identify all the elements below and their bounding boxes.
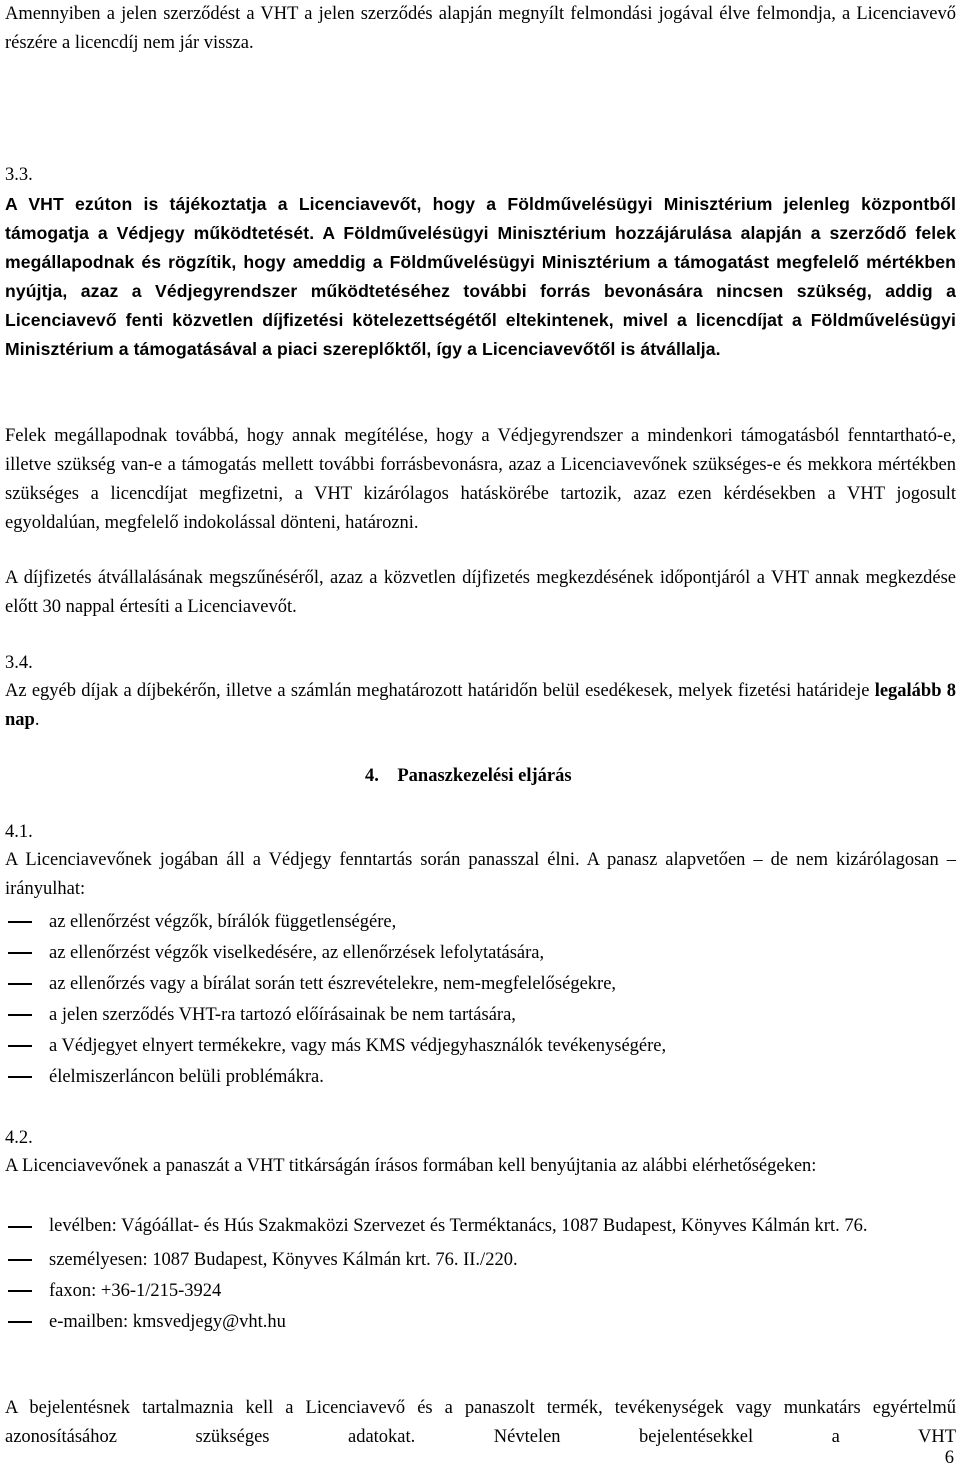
list-item-text: az ellenőrzés vagy a bírálat során tett észrevételekre, nem-megfelelőségekre,	[49, 974, 617, 994]
list-item-text: e-mailben: kmsvedjegy@vht.hu	[49, 1312, 286, 1332]
section-4-2-number: 4.2.	[5, 1128, 33, 1148]
dash-bullet-icon	[8, 983, 32, 985]
dash-bullet-icon	[8, 1321, 32, 1323]
dash-bullet-icon	[8, 1045, 32, 1047]
section-3-3-paragraph-2: Felek megállapodnak továbbá, hogy annak megítélése, hogy a Védjegyrendszer a mindenkori támogatásból fenntartható-e, illetve szükség van-e a támogatás mellett további forrásbevonásra, azaz a Licenciavevőnek szükséges-e és mekkora mértékben szükséges a licencdíjat megfizetni, a VHT kizárólagos hatáskörébe tartozik, azaz ezen kérdésekben a VHT jogosult egyoldalúan, megfelelő indokolással dönteni, határozni.	[5, 426, 956, 533]
dash-bullet-icon	[8, 1259, 32, 1261]
list-item	[5, 1062, 956, 1093]
dash-bullet-icon	[8, 1226, 32, 1228]
list-item-text: az ellenőrzést végzők, bírálók függetlenségére,	[49, 912, 397, 932]
dash-bullet-icon	[8, 1014, 32, 1016]
section-4-heading: 4. Panaszkezelési eljárás	[365, 766, 572, 786]
final-paragraph: A bejelentésnek tartalmaznia kell a Licenciavevő és a panaszolt termék, tevékenységek vagy munkatárs egyértelmű azonosításához szükséges adatokat. Névtelen bejelentésekkel a VHT	[5, 1398, 956, 1447]
list-item-text: a Védjegyet elnyert termékekre, vagy más KMS védjegyhasználók tevékenységére,	[49, 1036, 667, 1056]
dash-bullet-icon	[8, 1076, 32, 1078]
list-item	[5, 938, 956, 969]
list-item-text: személyesen: 1087 Budapest, Könyves Kálmán krt. 76. II./220.	[49, 1250, 518, 1270]
section-3-3-bold-paragraph: A VHT ezúton is tájékoztatja a Licenciavevőt, hogy a Földművelésügyi Minisztérium jelenleg központből támogatja a Védjegy működtetését. A Földművelésügyi Minisztérium hozzájárulása alapján a szerződő felek megállapodnak és rögzítik, hogy ameddig a Földművelésügyi Minisztérium a támogatást megfelelő mértékben nyújtja, azaz a Védjegyrendszer működtetéséhez további forrás bevonására nincsen szükség, addig a Licenciavevő fenti közvetlen díjfizetési kötelezettségétől eltekintenek, mivel a licencdíjat a Földművelésügyi Minisztérium a támogatásával a piaci szereplőktől, így a Licenciavevőtől is átvállalja.	[5, 194, 956, 359]
section-3-3-paragraph-3: A díjfizetés átvállalásának megszűnéséről, azaz a közvetlen díjfizetés megkezdésének időpontjáról a VHT annak megkezdése előtt 30 nappal értesíti a Licenciavevőt.	[5, 568, 956, 617]
list-item	[5, 1031, 956, 1062]
section-4-1-number: 4.1.	[5, 822, 33, 842]
section-4-2-list	[5, 1212, 956, 1338]
list-item-text: faxon: +36-1/215-3924	[49, 1281, 222, 1301]
section-4-1-paragraph: A Licenciavevőnek jogában áll a Védjegy fenntartás során panasszal élni. A panasz alapvetően – de nem kizárólagosan – irányulhat:	[5, 850, 956, 899]
dash-bullet-icon	[8, 1290, 32, 1292]
list-item-text: az ellenőrzést végzők viselkedésére, az ellenőrzések lefolytatására,	[49, 943, 545, 963]
section-3-4-bold: legalább 8 nap	[5, 681, 956, 730]
section-4-1-list	[5, 907, 956, 1093]
section-3-4-paragraph	[5, 677, 956, 735]
section-3-4-end: .	[34, 710, 40, 730]
section-3-4-number: 3.4.	[5, 653, 33, 673]
intro-paragraph: Amennyiben a jelen szerződést a VHT a jelen szerződés alapján megnyílt felmondási jogával élve felmondja, a Licenciavevő részére a licencdíj nem jár vissza.	[5, 4, 956, 53]
page-number: 6	[944, 1448, 954, 1468]
list-item-text: a jelen szerződés VHT-ra tartozó előírásainak be nem tartására,	[49, 1005, 516, 1025]
list-item	[5, 1276, 956, 1307]
list-item	[5, 1000, 956, 1031]
list-item	[5, 907, 956, 938]
list-item	[5, 1245, 956, 1276]
list-item-text: levélben: Vágóállat- és Hús Szakmaközi Szervezet és Terméktanács, 1087 Budapest, Könyves Kálmán krt. 76.	[49, 1216, 868, 1236]
list-item	[5, 1307, 956, 1338]
section-4-2-paragraph: A Licenciavevőnek a panaszát a VHT titkárságán írásos formában kell benyújtania az alábbi elérhetőségeken:	[5, 1156, 817, 1176]
dash-bullet-icon	[8, 952, 32, 954]
list-item	[5, 1212, 956, 1245]
section-3-3-number: 3.3.	[5, 165, 33, 185]
list-item	[5, 969, 956, 1000]
list-item-text: élelmiszerláncon belüli problémákra.	[49, 1067, 324, 1087]
section-3-4-text: Az egyéb díjak a díjbekérőn, illetve a számlán meghatározott határidőn belül esedékesek, melyek fizetési határideje	[5, 681, 875, 701]
dash-bullet-icon	[8, 921, 32, 923]
